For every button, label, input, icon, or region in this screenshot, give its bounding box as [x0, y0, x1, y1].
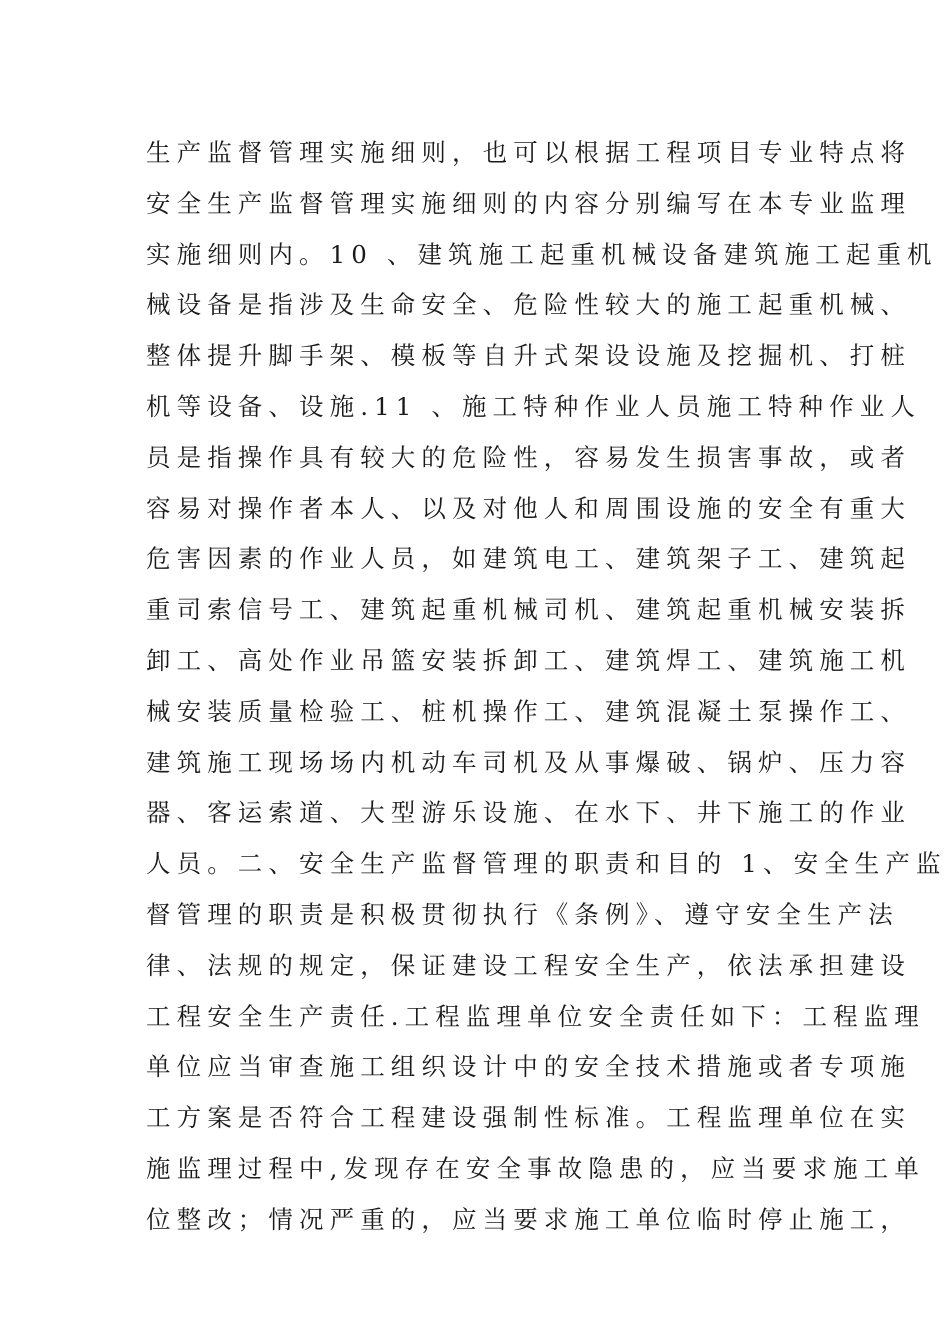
text-line-17: 律、法规的规定，保证建设工程安全生产，依法承担建设 — [146, 950, 911, 980]
text-line-14: 器、客运索道、大型游乐设施、在水下、井下施工的作业 — [146, 798, 911, 828]
text-line-3: 实施细则内。10 、建筑施工起重机械设备建筑施工起重机 — [146, 239, 938, 269]
text-line-12: 械安装质量检验工、桩机操作工、建筑混凝土泵操作工、 — [146, 696, 911, 726]
text-line-5: 整体提升脚手架、模板等自升式架设设施及挖掘机、打桩 — [146, 341, 911, 371]
text-line-2: 安全生产监督管理实施细则的内容分别编写在本专业监理 — [146, 188, 911, 218]
text-line-8: 容易对操作者本人、以及对他人和周围设施的安全有重大 — [146, 493, 911, 523]
text-line-18: 工程安全生产责任.工程监理单位安全责任如下：工程监理 — [146, 1001, 925, 1031]
text-line-11: 卸工、高处作业吊篮安装拆卸工、建筑焊工、建筑施工机 — [146, 645, 911, 675]
text-line-6: 机等设备、设施.11 、施工特种作业人员施工特种作业人 — [146, 391, 921, 421]
text-line-4: 械设备是指涉及生命安全、危险性较大的施工起重机械、 — [146, 290, 911, 320]
text-line-21: 施监理过程中,发现存在安全事故隐患的，应当要求施工单 — [146, 1153, 925, 1183]
text-line-16: 督管理的职责是积极贯彻执行《条例》、遵守安全生产法 — [146, 899, 899, 929]
text-line-15: 人员。二、安全生产监督管理的职责和目的 1、安全生产监 — [146, 849, 947, 879]
text-line-20: 工方案是否符合工程建设强制性标准。工程监理单位在实 — [146, 1103, 911, 1133]
text-line-1: 生产监督管理实施细则，也可以根据工程项目专业特点将 — [146, 138, 911, 167]
text-line-7: 员是指操作具有较大的危险性，容易发生损害事故，或者 — [146, 442, 911, 472]
text-line-19: 单位应当审查施工组织设计中的安全技术措施或者专项施 — [146, 1052, 911, 1082]
text-line-9: 危害因素的作业人员，如建筑电工、建筑架子工、建筑起 — [146, 544, 911, 574]
body-text — [146, 128, 947, 1246]
text-line-22: 位整改；情况严重的，应当要求施工单位临时停止施工， — [146, 1204, 911, 1234]
text-line-13: 建筑施工现场场内机动车司机及从事爆破、锅炉、压力容 — [146, 747, 911, 777]
text-line-10: 重司索信号工、建筑起重机械司机、建筑起重机械安装拆 — [146, 595, 911, 625]
